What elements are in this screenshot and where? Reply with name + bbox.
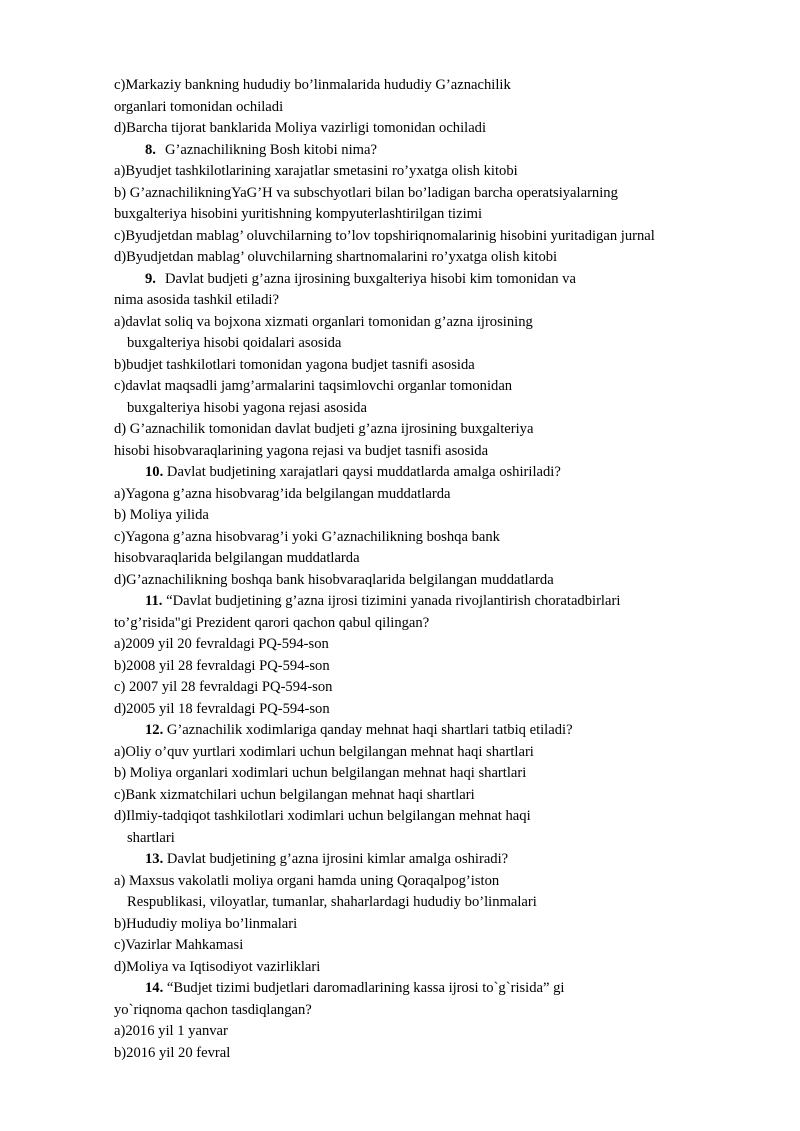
answer-line: d)2005 yil 18 fevraldagi PQ-594-son [114, 700, 330, 717]
answer-line: b)2016 yil 20 fevral [114, 1044, 231, 1061]
answer-line: yo`riqnoma qachon tasdiqlangan? [114, 1001, 312, 1018]
answer-line: c)Vazirlar Mahkamasi [114, 937, 244, 953]
question-number: 14. [145, 980, 164, 996]
answer-line: hisobi hisobvaraqlarining yagona rejasi va budjet tasnifi asosida [114, 442, 489, 459]
answer-line: nima asosida tashkil etiladi? [114, 292, 279, 308]
question-line [114, 720, 754, 742]
question-text: G’aznachilik xodimlariga qanday mehnat haqi shartlari tatbiq etiladi? [166, 722, 573, 738]
question-number: 10. [145, 464, 164, 480]
question-line [114, 978, 754, 1000]
question-number: 13. [145, 851, 164, 867]
answer-line: a)Byudjet tashkilotlarining xarajatlar smetasini ro’yxatga olish kitobi [114, 163, 518, 179]
question-number: 8. [145, 141, 156, 158]
question-text: “Budjet tizimi budjetlari daromadlarining kassa ijrosi to`g`risida” gi [166, 980, 565, 996]
answer-line: d)Moliya va Iqtisodiyot vazirliklari [114, 958, 321, 975]
answer-line: a)Oliy o’quv yurtlari xodimlari uchun belgilangan mehnat haqi shartlari [114, 743, 534, 760]
question-text: Davlat budjeti g’azna ijrosining buxgalteriya hisobi kim tomonidan va [164, 270, 576, 287]
answer-line: d)G’aznachilikning boshqa bank hisobvaraqlarida belgilangan muddatlarda [114, 571, 554, 588]
answer-line: hisobvaraqlarida belgilangan muddatlarda [114, 550, 360, 566]
continuation-line: buxgalteriya hisobi yagona rejasi asosida [127, 399, 367, 416]
answer-line: b)Hududiy moliya bo’linmalari [114, 915, 298, 932]
answer-line: d) G’aznachilik tomonidan davlat budjeti g’azna ijrosining buxgalteriya [114, 421, 534, 437]
question-text: Davlat budjetining xarajatlari qaysi muddatlarda amalga oshiriladi? [166, 464, 561, 480]
question-line [114, 591, 754, 613]
answer-line: b) G’aznachilikningYaG’H va subschyotlari bilan bo’ladigan barcha operatsiyalarning [114, 184, 618, 201]
answer-line: a)2016 yil 1 yanvar [114, 1023, 228, 1039]
answer-line: c)Byudjetdan mablag’ oluvchilarning to’lov topshiriqnomalarinig hisobini yuritadigan jurnal [114, 227, 655, 244]
answer-line: b) Moliya yilida [114, 507, 209, 523]
question-line [114, 269, 754, 291]
answer-line: b)budjet tashkilotlari tomonidan yagona budjet tasnifi asosida [114, 356, 475, 373]
answer-line: c)davlat maqsadli jamg’armalarini taqsimlovchi organlar tomonidan [114, 378, 513, 394]
answer-line: d)Byudjetdan mablag’ oluvchilarning shartnomalarini ro’yxatga olish kitobi [114, 249, 558, 265]
answer-line: organlari tomonidan ochiladi [114, 98, 284, 115]
answer-line: c)Markaziy bankning hududiy bo’linmalarida hududiy G’aznachilik [114, 77, 511, 93]
question-line [114, 462, 754, 484]
answer-line: a)davlat soliq va bojxona xizmati organlari tomonidan g’azna ijrosining [114, 313, 533, 330]
question-text: Davlat budjetining g’azna ijrosini kimlar amalga oshiradi? [166, 851, 509, 867]
answer-line: d)Ilmiy-tadqiqot tashkilotlari xodimlari uchun belgilangan mehnat haqi [114, 808, 531, 824]
answer-line: to’g’risida"gi Prezident qarori qachon qabul qilingan? [114, 614, 430, 631]
document-body [114, 75, 754, 1064]
question-number: 9. [145, 270, 156, 287]
answer-line: a) Maxsus vakolatli moliya organi hamda uning Qoraqalpog’iston [114, 872, 500, 889]
answer-line: c) 2007 yil 28 fevraldagi PQ-594-son [114, 679, 333, 695]
answer-line: c)Yagona g’azna hisobvarag’i yoki G’aznachilikning boshqa bank [114, 528, 500, 545]
continuation-line: buxgalteriya hisobi qoidalari asosida [127, 335, 342, 351]
question-number: 12. [145, 722, 164, 738]
continuation-line: shartlari [127, 829, 175, 846]
answer-line: buxgalteriya hisobini yuritishning kompyuterlashtirilgan tizimi [114, 206, 483, 222]
question-line [114, 140, 754, 162]
continuation-line: Respublikasi, viloyatlar, tumanlar, shaharlardagi hududiy bo’linmalari [127, 894, 537, 910]
question-text: “Davlat budjetining g’azna ijrosi tizimini yanada rivojlantirish choratadbirlari [166, 593, 621, 609]
answer-line: b)2008 yil 28 fevraldagi PQ-594-son [114, 657, 330, 674]
answer-line: b) Moliya organlari xodimlari uchun belgilangan mehnat haqi shartlari [114, 765, 527, 781]
question-number: 11. [145, 593, 163, 609]
answer-line: a)2009 yil 20 fevraldagi PQ-594-son [114, 636, 329, 652]
question-text: G’aznachilikning Bosh kitobi nima? [164, 141, 377, 158]
answer-line: c)Bank xizmatchilari uchun belgilangan mehnat haqi shartlari [114, 786, 475, 803]
question-line [114, 849, 754, 871]
answer-line: d)Barcha tijorat banklarida Moliya vazirligi tomonidan ochiladi [114, 120, 487, 136]
answer-line: a)Yagona g’azna hisobvarag’ida belgilangan muddatlarda [114, 485, 451, 502]
